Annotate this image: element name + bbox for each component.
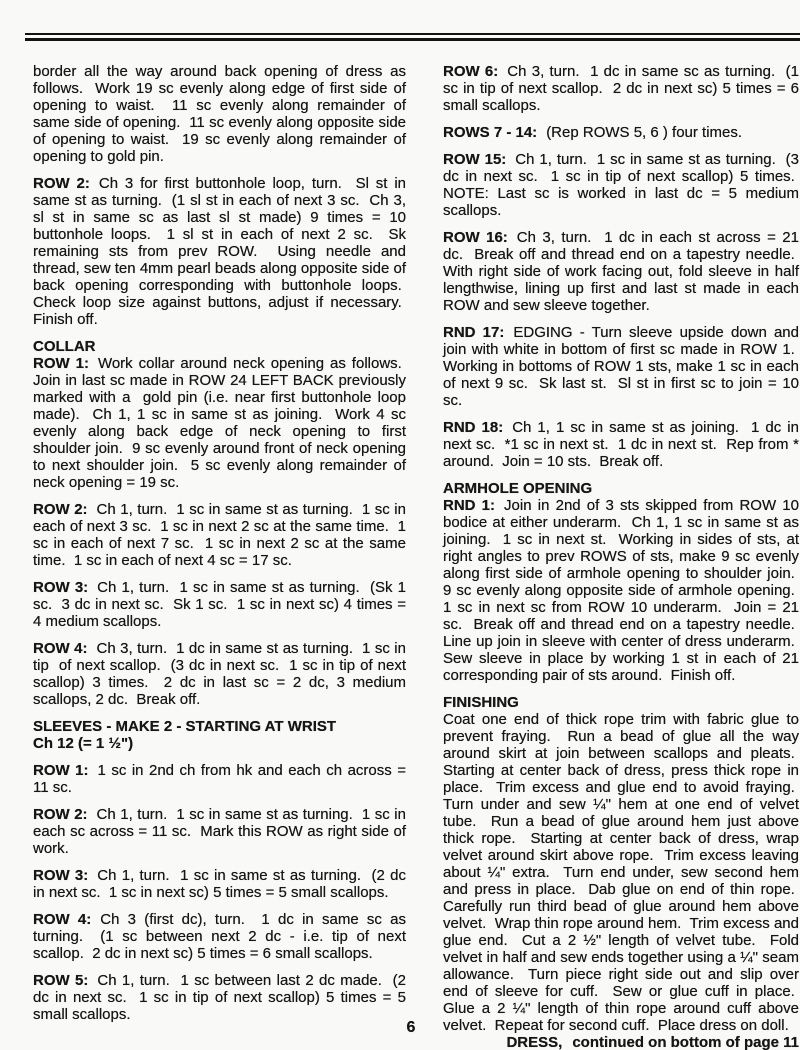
paragraph-text: ARMHOLE OPENING	[443, 480, 593, 497]
section-header	[33, 718, 406, 735]
paragraph-text: Ch 1, turn. 1 sc in same st as turning. 1 sc in each sc across = 11 sc. Mark this ROW as right side of work.	[33, 806, 406, 857]
paragraph	[33, 175, 406, 328]
paragraph-text: Join in 2nd of 3 sts skipped from ROW 10 bodice at either underarm. Ch 1, 1 sc in same st as joining. 1 sc in next st. Working in sides of sts, at right angles to prev ROWS of sts, make 9 sc evenly along first side of armhole opening to shoulder join. 9 sc evenly along opposite side of armhole opening. 1 sc in next sc from ROW 10 underarm. Join = 21 sc. Break off and thread end on a tapestry needle. Line up join in sleeve with center of dress underarm. Sew sleeve in place by working 1 st in each of 21 corresponding pair of sts around. Finish off.	[443, 497, 799, 684]
continuation-note	[443, 1034, 799, 1050]
paragraph-text: FINISHING	[443, 694, 519, 711]
top-double-rule	[25, 33, 800, 41]
row-label: ROW 16:	[443, 229, 508, 246]
paragraph-text: Ch 1, 1 sc in same st as joining. 1 dc in next sc. *1 sc in next st. 1 dc in next st. Rep from * around. Join = 10 sts. Break off.	[443, 419, 799, 470]
paragraph-text: border all the way around back opening of dress as follows. Work 19 sc evenly along edge of first side of opening to waist. 11 sc evenly along remainder of same side of opening. 11 sc evenly along opposite side of opening to waist. 19 sc evenly along remainder of opening to gold pin.	[33, 63, 406, 165]
row-label: DRESS,	[506, 1034, 563, 1050]
paragraph	[33, 640, 406, 708]
paragraph-text: Ch 3, turn. 1 dc in same sc as turning. (1 sc in tip of next scallop. 2 dc in next sc) 5 times = 6 small scallops.	[443, 63, 799, 114]
section-header	[443, 480, 799, 497]
paragraph	[443, 497, 799, 684]
row-label: ROW 4:	[33, 640, 88, 657]
paragraph	[443, 419, 799, 470]
section-header	[33, 735, 406, 752]
row-label: ROW 15:	[443, 151, 507, 168]
row-label: ROW 3:	[33, 867, 89, 884]
paragraph	[33, 579, 406, 630]
paragraph	[33, 806, 406, 857]
paragraph-text: 1 sc in 2nd ch from hk and each ch across = 11 sc.	[33, 762, 407, 796]
row-label: ROW 2:	[33, 175, 90, 192]
row-label: RND 18:	[443, 419, 504, 436]
paragraph	[33, 911, 406, 962]
paragraph-text: Ch 3 (first dc), turn. 1 dc in same sc as turning. (1 sc between next 2 dc - i.e. tip of next scallop. 2 dc in next sc) 5 times = 6 small scallops.	[33, 911, 406, 962]
paragraph-text: Ch 1, turn. 1 sc in same st as turning. 1 sc in each of next 3 sc. 1 sc in next 2 sc at the same time. 1 sc in each of next 7 sc. 1 sc in next 2 sc at the same time. 1 sc in each of next 4 sc = 17 sc.	[33, 501, 406, 569]
section-header	[443, 694, 799, 711]
paragraph	[443, 711, 799, 1034]
paragraph-text: (Rep ROWS 5, 6 ) four times.	[546, 124, 743, 141]
row-label: ROW 3:	[33, 579, 89, 596]
paragraph	[33, 972, 406, 1023]
paragraph-text: Coat one end of thick rope trim with fabric glue to prevent fraying. Run a bead of glue all the way around skirt at join between scallops and pleats. Starting at center back of dress, press thick rope in place. Trim excess and glue end to avoid fraying. Turn under and sew ¼" hem at one end of velvet tube. Run a bead of glue around hem just above thick rope. Starting at center back of dress, wrap velvet around skirt above rope. Trim excess leaving about ¼" extra. Turn end under, sew second hem and press in place. Dab glue on end of thin rope. Carefully run third bead of glue around hem above velvet. Wrap thin rope around hem. Trim excess and glue end. Cut a 2 ½" length of velvet tube. Fold velvet in half and sew ends together using a ¼" seam allowance. Turn piece right side out and slip over end of sleeve for cuff. Sew or glue cuff in place. Glue a 2 ¼" length of thin rope around cuff above velvet. Repeat for second cuff. Place dress on doll.	[443, 711, 799, 1034]
paragraph	[443, 63, 799, 114]
paragraph	[443, 124, 799, 141]
row-label: ROW 2:	[33, 806, 88, 823]
row-label: ROW 6:	[443, 63, 499, 80]
paragraph	[33, 501, 406, 569]
row-label: RND 17:	[443, 324, 505, 341]
paragraph-text: Ch 3, turn. 1 dc in each st across = 21 dc. Break off and thread end on a tapestry needle. With right side of work facing out, fold sleeve in half lengthwise, lining up first and last st made in each ROW and sew sleeve together.	[443, 229, 799, 314]
row-label: RND 1:	[443, 497, 496, 514]
row-label: ROW 2:	[33, 501, 88, 518]
paragraph	[33, 762, 406, 796]
paragraph-text: Ch 1, turn. 1 sc in same st as turning. (2 dc in next sc. 1 sc in next sc) 5 times = 5 small scallops.	[33, 867, 406, 901]
paragraph-text: Work collar around neck opening as follows. Join in last sc made in ROW 24 LEFT BACK previously marked with a gold pin (i.e. near first buttonhole loop made). Ch 1, 1 sc in same st as joining. Work 4 sc evenly along back edge of neck opening to first shoulder join. 9 sc evenly around front of neck opening to next shoulder join. 5 sc evenly along remainder of neck opening = 19 sc.	[33, 355, 406, 491]
right-column	[443, 63, 799, 1050]
row-label: ROW 5:	[33, 972, 89, 989]
paragraph-text: EDGING - Turn sleeve upside down and join with white in bottom of first sc made in ROW 1. Working in bottoms of ROW 1 sts, make 1 sc in each of next 9 sc. Sk last st. Sl st in first sc to join = 10 sc.	[443, 324, 799, 409]
paragraph	[33, 867, 406, 901]
paragraph-text: Ch 12 (= 1 ½")	[33, 735, 134, 752]
section-header	[33, 338, 406, 355]
paragraph-text: Ch 1, turn. 1 sc between last 2 dc made. (2 dc in next sc. 1 sc in tip of next scallop) 5 times = 5 small scallops.	[33, 972, 406, 1023]
paragraph-text: Ch 3, turn. 1 dc in same st as turning. 1 sc in tip of next scallop. (3 dc in next sc. 1 sc in tip of next scallop) 3 times. 2 dc in last sc = 2 dc, 3 medium scallops, 2 dc. Break off.	[33, 640, 406, 708]
row-label: ROW 1:	[33, 762, 89, 779]
paragraph	[33, 355, 406, 491]
paragraph-text: Ch 1, turn. 1 sc in same st as turning. (3 dc in next sc. 1 sc in tip of next scallop) 5 times. NOTE: Last sc is worked in last dc = 5 medium scallops.	[443, 151, 799, 219]
left-column	[33, 63, 406, 1050]
row-label: ROW 1:	[33, 355, 89, 372]
paragraph-text: SLEEVES - MAKE 2 - STARTING AT WRIST	[33, 718, 337, 735]
row-label: ROWS 7 - 14:	[443, 124, 538, 141]
paragraph-text: continued on bottom of page 11	[572, 1034, 799, 1050]
two-column-text	[33, 63, 799, 1050]
paragraph	[443, 324, 799, 409]
paragraph	[443, 151, 799, 219]
paragraph	[33, 63, 406, 165]
paragraph-text: COLLAR	[33, 338, 96, 355]
paragraph-text: Ch 1, turn. 1 sc in same st as turning. (Sk 1 sc. 3 dc in next sc. Sk 1 sc. 1 sc in next sc) 4 times = 4 medium scallops.	[33, 579, 406, 630]
paragraph	[443, 229, 799, 314]
row-label: ROW 4:	[33, 911, 92, 928]
paragraph-text: Ch 3 for first buttonhole loop, turn. Sl st in same st as turning. (1 sl st in each of next 3 sc. Ch 3, sl st in same sc as last sl st made) 9 times = 10 buttonhole loops. 1 sl st in each of next 2 sc. Sk remaining sts from prev ROW. Using needle and thread, sew ten 4mm pearl beads along opposite side of back opening corresponding with buttonhole loops. Check loop size against buttons, adjust if necessary. Finish off.	[33, 175, 406, 328]
page-number: 6	[406, 1019, 416, 1036]
